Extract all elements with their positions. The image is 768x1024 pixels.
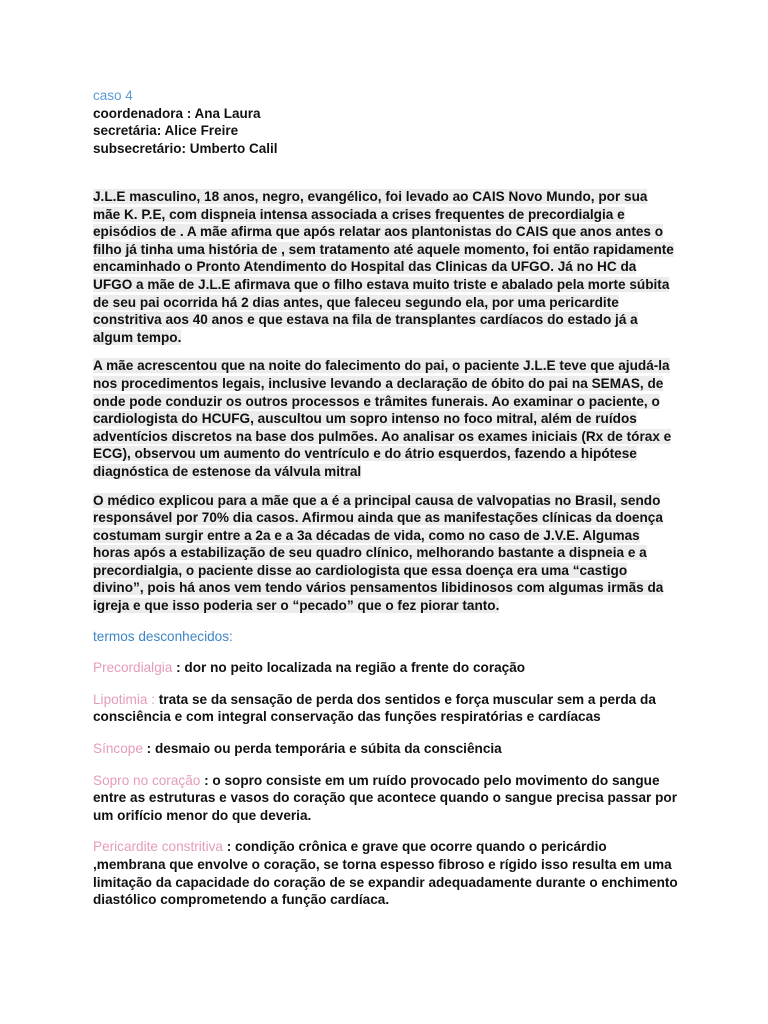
- case-title: caso 4: [93, 88, 133, 103]
- term-definition: : desmaio ou perda temporária e súbita da consciência: [142, 741, 502, 757]
- case-paragraph-3: [93, 492, 678, 615]
- term-name: Pericardite constritiva: [93, 839, 223, 855]
- document-page: [93, 87, 678, 909]
- term-definition: trata se da sensação de perda dos sentidos e força muscular sem a perda da consciência e com integral conservação das funções respiratórias e cardíacas: [93, 691, 656, 725]
- term-definition: : dor no peito localizada na região a frente do coração: [172, 660, 526, 676]
- document-header: [93, 87, 678, 157]
- term-name: Síncope: [93, 741, 143, 757]
- case-paragraph-1: [93, 188, 678, 346]
- case-paragraph-1-text: J.L.E masculino, 18 anos, negro, evangélico, foi levado ao CAIS Novo Mundo, por sua mãe K. P.E, com dispneia intensa associada a crises frequentes de precordialgia e episódios de . A mãe afirma que após relatar aos plantonistas do CAIS que anos antes o filho já tinha uma história de , sem tratamento até aquele momento, foi então rapidamente encaminhado o Pronto Atendimento do Hospital das Clinicas da UFGO. Já no HC da UFGO a mãe de J.L.E afirmava que o filho estava muito triste e abalado pela morte súbita de seu pai ocorrida há 2 dias antes, que faleceu segundo ela, por uma pericardite constritiva aos 40 anos e que estava na fila de transplantes cardíacos do estado já a algum tempo.: [93, 189, 674, 345]
- term-pericardite-constritiva: [93, 838, 678, 908]
- term-precordialgia: [93, 659, 678, 677]
- term-definition: : condição crônica e grave que ocorre quando o pericárdio ,membrana que envolve o coração, se torna espesso fibroso e rígido isso resulta em uma limitação da capacidade do coração de se expandir adequadamente durante o enchimento diastólico comprometendo a função cardíaca.: [93, 839, 678, 908]
- term-name: Sopro no coração: [93, 772, 201, 788]
- case-paragraph-2-text: A mãe acrescentou que na noite do falecimento do pai, o paciente J.L.E teve que ajudá-la nos procedimentos legais, inclusive levando a declaração de óbito do pai na SEMAS, de onde pode conduzir os outros processos e trâmites funerais. Ao examinar o paciente, o cardiologista do HCUFG, auscultou um sopro intenso no foco mitral, além de ruídos adventícios discretos na base dos pulmões. Ao analisar os exames iniciais (Rx de tórax e ECG), observou um aumento do ventrículo e do átrio esquerdos, fazendo a hipótese diagnóstica de estenose da válvula mitral: [93, 358, 672, 479]
- term-sincope: [93, 740, 678, 758]
- terms-heading: termos desconhecidos:: [93, 628, 233, 644]
- term-name: Precordialgia: [93, 660, 173, 676]
- term-lipotimia: [93, 691, 678, 726]
- secretary-line: secretária: Alice Freire: [93, 123, 239, 138]
- case-paragraph-3-text: O médico explicou para a mãe que a é a principal causa de valvopatias no Brasil, sendo responsável por 70% dia casos. Afirmou ainda que as manifestações clínicas da doença costumam surgir entre a 2a e a 3a décadas de vida, como no caso de J.V.E. Algumas horas após a estabilização de seu quadro clínico, melhorando bastante a dispneia e a precordialgia, o paciente disse ao cardiologista que essa doença era uma “castigo divino”, pois há anos vem tendo vários pensamentos libidinosos com algumas irmãs da igreja e que isso poderia ser o “pecado” que o fez piorar tanto.: [93, 492, 664, 614]
- subsecretary-line: subsecretário: Umberto Calil: [93, 140, 278, 156]
- case-paragraph-2: [93, 357, 678, 480]
- coordinator-line: coordenadora : Ana Laura: [93, 105, 261, 121]
- term-sopro-no-coracao: [93, 772, 678, 825]
- term-name: Lipotimia :: [93, 691, 155, 707]
- term-definition: : o sopro consiste em um ruído provocado pelo movimento do sangue entre as estruturas e vasos do coração que acontece quando o sangue precisa passar por um orifício menor do que deveria.: [93, 772, 677, 823]
